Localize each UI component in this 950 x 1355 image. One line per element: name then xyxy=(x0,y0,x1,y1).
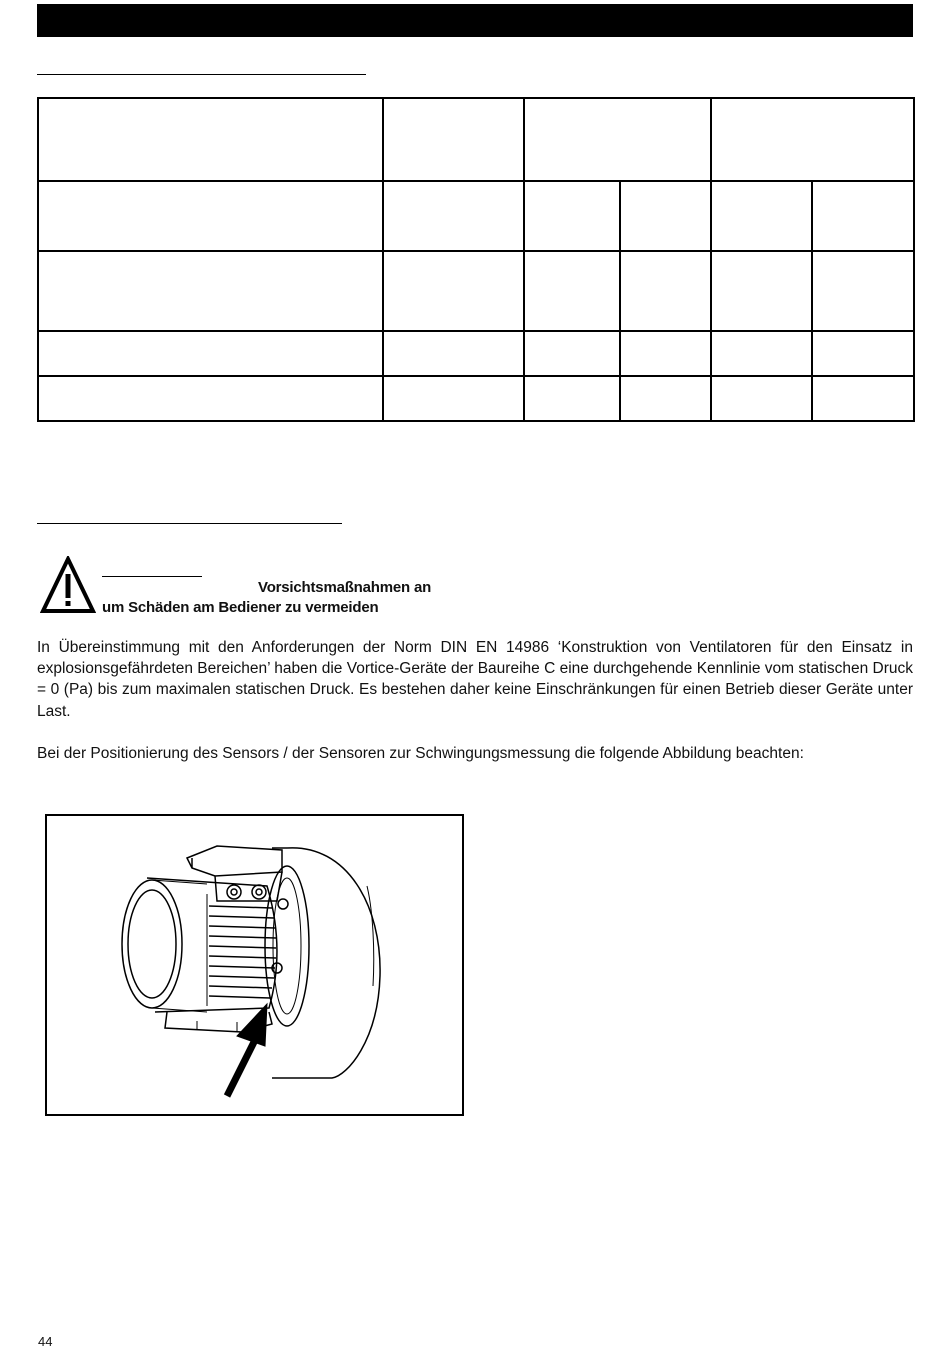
warning-label-underline xyxy=(102,576,202,577)
table-cell xyxy=(620,376,711,421)
table-cell xyxy=(524,251,620,331)
table-header-row xyxy=(38,98,914,181)
table-cell xyxy=(711,181,812,251)
table-cell xyxy=(524,98,711,181)
table-cell xyxy=(38,376,383,421)
table-cell xyxy=(38,251,383,331)
table-cell xyxy=(812,251,914,331)
page-number: 44 xyxy=(38,1334,53,1349)
table-cell xyxy=(711,376,812,421)
table-cell xyxy=(812,376,914,421)
table-cell xyxy=(524,331,620,376)
body-paragraph: In Übereinstimmung mit den Anforderungen der Norm DIN EN 14986 ‘Konstruktion von Ventilatoren für den Einsatz in explosionsgefährdeten Bereichen’ haben die Vortice-Geräte der Baureihe C eine durchgehende Kennlinie vom statischen Druck = 0 (Pa) bis zum maximalen statischen Druck. Es bestehen daher keine Einschränkungen für einen Betrieb dieser Geräte unter Last. xyxy=(37,639,913,720)
table-cell xyxy=(38,98,383,181)
table-cell xyxy=(38,181,383,251)
warning-text-line: Vorsichtsmaßnahmen an xyxy=(258,579,432,596)
table-cell xyxy=(812,331,914,376)
table-cell xyxy=(620,181,711,251)
table-row xyxy=(38,251,914,331)
table-cell xyxy=(711,331,812,376)
table-cell xyxy=(383,331,524,376)
table-cell xyxy=(383,98,524,181)
table-row xyxy=(38,331,914,376)
table-cell xyxy=(383,251,524,331)
specification-table xyxy=(37,97,915,422)
warning-text-line: um Schäden am Bediener zu vermeiden xyxy=(102,599,379,616)
table-cell xyxy=(383,376,524,421)
table-cell xyxy=(812,181,914,251)
fan-motor-illustration xyxy=(47,816,462,1114)
table-cell xyxy=(38,331,383,376)
table-row xyxy=(38,181,914,251)
table-cell xyxy=(620,331,711,376)
warning-triangle-icon xyxy=(40,556,96,614)
warning-text xyxy=(102,578,462,618)
sensor-arrow xyxy=(227,1004,267,1096)
body-paragraph: Bei der Positionierung des Sensors / der Sensoren zur Schwingungsmessung die folgende Abbildung beachten: xyxy=(37,745,804,762)
table-cell xyxy=(383,181,524,251)
section-header-bar xyxy=(37,4,913,37)
table-cell xyxy=(711,251,812,331)
section-heading-underline xyxy=(37,74,366,75)
table-cell xyxy=(620,251,711,331)
table-row xyxy=(38,376,914,421)
section-heading-underline xyxy=(37,523,342,524)
sensor-position-figure xyxy=(45,814,464,1116)
table-cell xyxy=(524,376,620,421)
table-cell xyxy=(711,98,914,181)
table-cell xyxy=(524,181,620,251)
